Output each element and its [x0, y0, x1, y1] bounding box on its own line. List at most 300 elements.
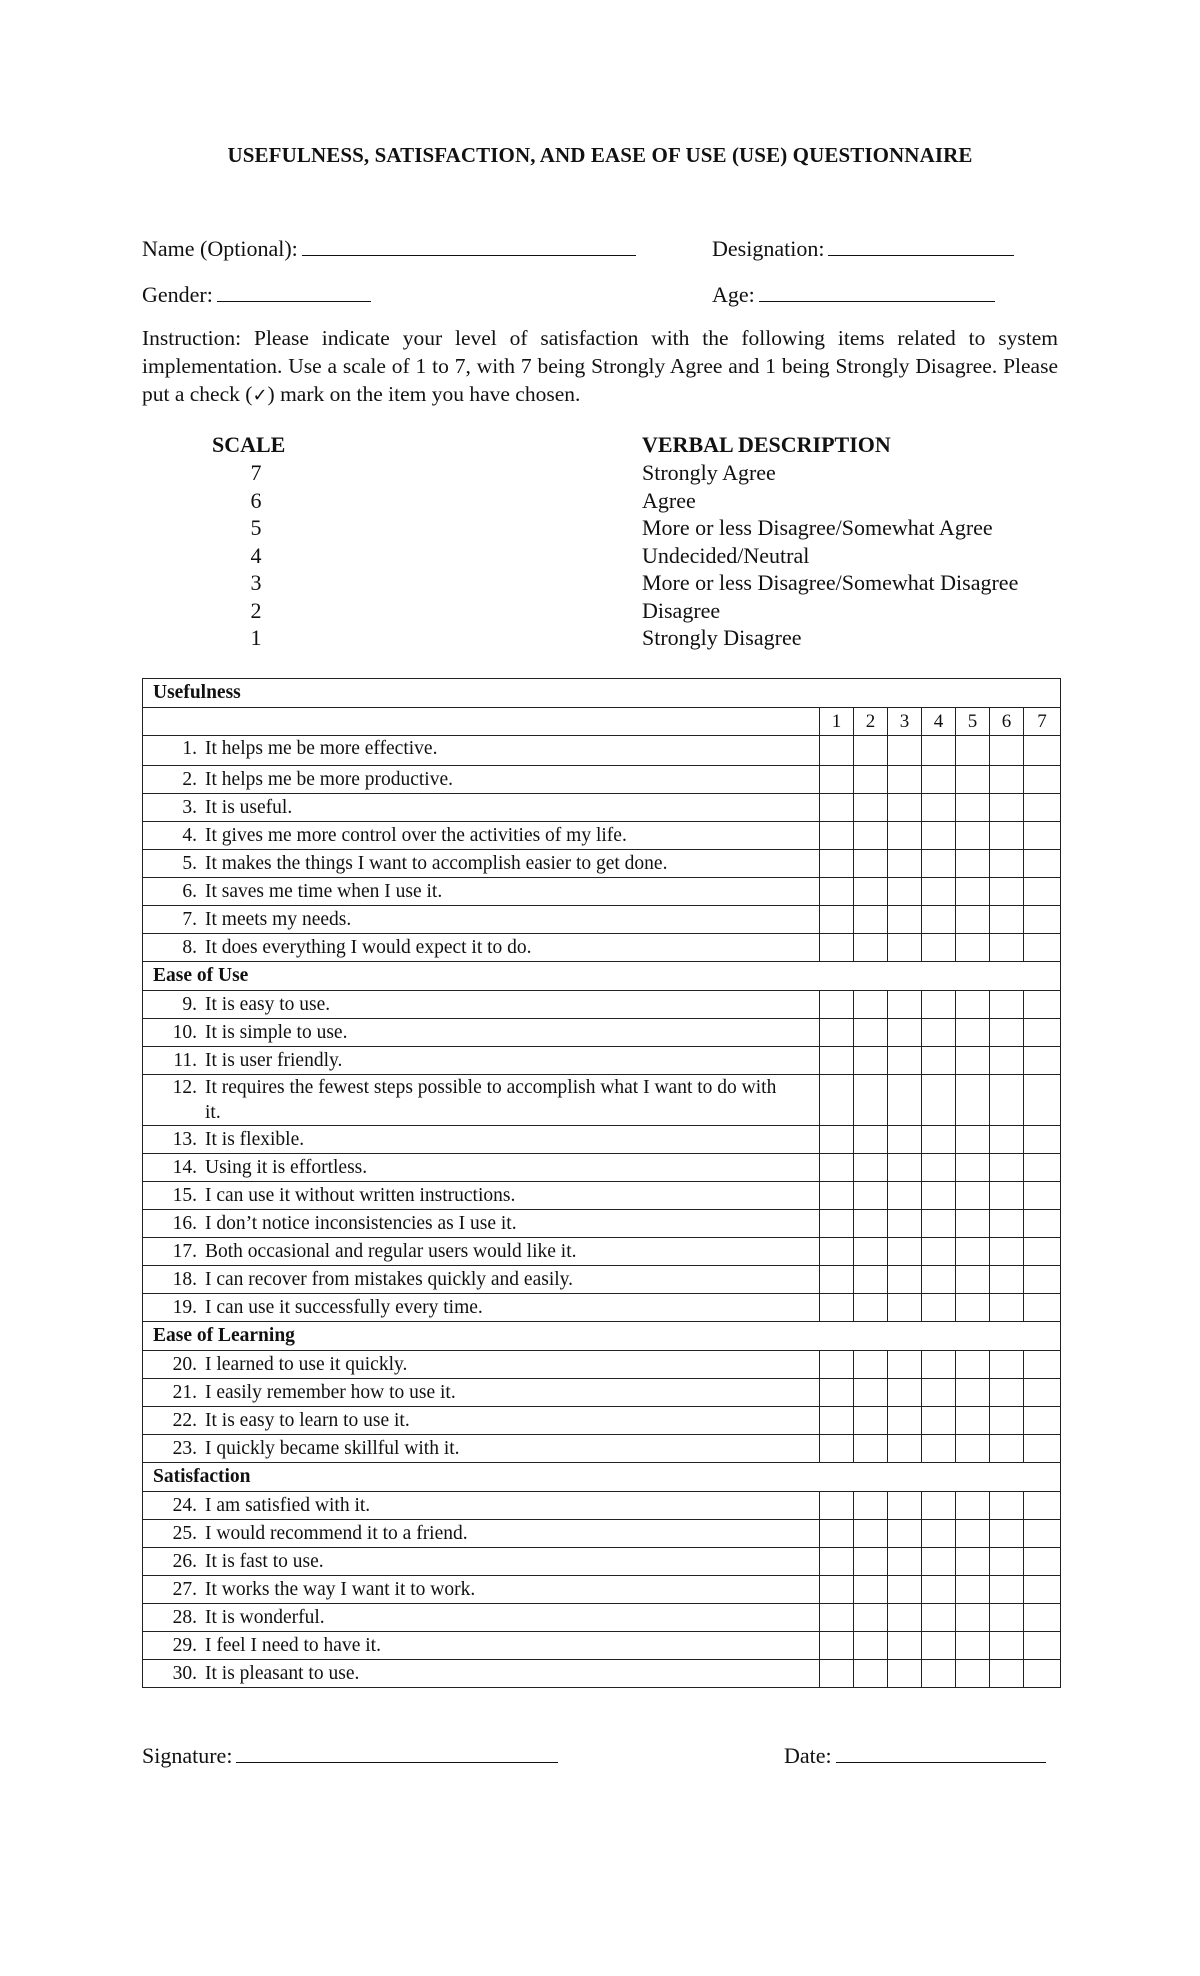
rating-checkbox[interactable]	[956, 878, 990, 906]
question-number: 3.	[182, 796, 197, 818]
rating-checkbox[interactable]	[854, 1548, 888, 1576]
rating-checkbox[interactable]	[1024, 906, 1061, 934]
rating-checkbox[interactable]	[956, 906, 990, 934]
rating-checkbox[interactable]	[854, 766, 888, 794]
gender-input-line[interactable]	[217, 281, 371, 302]
rating-checkbox[interactable]	[854, 1492, 888, 1520]
question-number: 12.	[172, 1077, 197, 1098]
rating-checkbox[interactable]	[854, 878, 888, 906]
rating-checkbox[interactable]	[1024, 850, 1061, 878]
rating-checkbox[interactable]	[820, 1632, 854, 1660]
rating-checkbox[interactable]	[922, 1075, 956, 1126]
rating-checkbox[interactable]	[854, 1047, 888, 1075]
rating-checkbox[interactable]	[1024, 1238, 1061, 1266]
question-number: 22.	[172, 1409, 197, 1431]
question-text: I don’t notice inconsistencies as I use it.	[205, 1212, 517, 1234]
rating-checkbox[interactable]	[820, 794, 854, 822]
rating-checkbox[interactable]	[854, 794, 888, 822]
rating-checkbox[interactable]	[990, 906, 1024, 934]
check-mark-icon: ✓	[252, 385, 268, 406]
rating-checkbox[interactable]	[990, 1075, 1024, 1126]
rating-checkbox[interactable]	[990, 1126, 1024, 1154]
rating-checkbox[interactable]	[922, 736, 956, 766]
rating-checkbox[interactable]	[854, 850, 888, 878]
rating-checkbox[interactable]	[922, 1210, 956, 1238]
rating-checkbox[interactable]	[854, 1351, 888, 1379]
rating-checkbox[interactable]	[922, 991, 956, 1019]
rating-checkbox[interactable]	[922, 1604, 956, 1632]
scale-value: 7	[250, 460, 262, 485]
question-row	[143, 1604, 1061, 1632]
rating-checkbox[interactable]	[956, 1435, 990, 1463]
rating-checkbox[interactable]	[1024, 1266, 1061, 1294]
rating-checkbox[interactable]	[1024, 1520, 1061, 1548]
rating-checkbox[interactable]	[990, 794, 1024, 822]
gender-field[interactable]	[142, 281, 371, 308]
rating-checkbox[interactable]	[1024, 1492, 1061, 1520]
rating-checkbox[interactable]	[956, 1126, 990, 1154]
rating-checkbox[interactable]	[922, 766, 956, 794]
question-cell	[143, 1632, 820, 1660]
question-number: 16.	[172, 1212, 197, 1234]
age-label: Age:	[712, 282, 755, 307]
question-cell	[143, 1604, 820, 1632]
question-number: 15.	[172, 1184, 197, 1206]
question-number: 10.	[172, 1021, 197, 1043]
question-number: 1.	[182, 738, 197, 759]
designation-field[interactable]	[712, 235, 1014, 262]
rating-checkbox[interactable]	[922, 1019, 956, 1047]
rating-checkbox[interactable]	[820, 1660, 854, 1688]
rating-checkbox[interactable]	[820, 1379, 854, 1407]
scale-heading: SCALE	[212, 432, 286, 457]
rating-checkbox[interactable]	[990, 1548, 1024, 1576]
rating-checkbox[interactable]	[854, 1604, 888, 1632]
age-field[interactable]	[712, 281, 995, 308]
rating-checkbox[interactable]	[888, 1126, 922, 1154]
rating-checkbox[interactable]	[1024, 794, 1061, 822]
rating-checkbox[interactable]	[1024, 934, 1061, 962]
rating-checkbox[interactable]	[956, 1604, 990, 1632]
question-row	[143, 1182, 1061, 1210]
rating-checkbox[interactable]	[922, 1047, 956, 1075]
rating-checkbox[interactable]	[922, 906, 956, 934]
rating-checkbox[interactable]	[1024, 736, 1061, 766]
signature-field[interactable]	[142, 1742, 558, 1769]
rating-checkbox[interactable]	[922, 1182, 956, 1210]
question-row	[143, 1210, 1061, 1238]
rating-checkbox[interactable]	[854, 1075, 888, 1126]
question-cell	[143, 934, 820, 962]
rating-checkbox[interactable]	[888, 1660, 922, 1688]
rating-checkbox[interactable]	[888, 1435, 922, 1463]
rating-checkbox[interactable]	[1024, 1435, 1061, 1463]
rating-checkbox[interactable]	[922, 850, 956, 878]
rating-checkbox[interactable]	[956, 1047, 990, 1075]
question-number: 26.	[172, 1550, 197, 1572]
rating-checkbox[interactable]	[956, 1379, 990, 1407]
rating-checkbox[interactable]	[888, 878, 922, 906]
rating-checkbox[interactable]	[990, 822, 1024, 850]
rating-checkbox[interactable]	[956, 1520, 990, 1548]
rating-checkbox[interactable]	[888, 1492, 922, 1520]
question-cell	[143, 1210, 820, 1238]
question-row	[143, 1520, 1061, 1548]
question-number: 6.	[182, 880, 197, 902]
rating-checkbox[interactable]	[990, 1660, 1024, 1688]
rating-checkbox[interactable]	[922, 1238, 956, 1266]
date-label: Date:	[784, 1743, 832, 1768]
rating-checkbox[interactable]	[956, 1492, 990, 1520]
rating-checkbox[interactable]	[820, 1548, 854, 1576]
question-text: It is easy to learn to use it.	[205, 1409, 410, 1431]
rating-checkbox[interactable]	[854, 822, 888, 850]
rating-checkbox[interactable]	[820, 736, 854, 766]
question-cell	[143, 1548, 820, 1576]
question-row	[143, 1154, 1061, 1182]
section-row	[143, 1322, 1061, 1351]
question-cell	[143, 822, 820, 850]
question-row	[143, 1576, 1061, 1604]
rating-checkbox[interactable]	[888, 1238, 922, 1266]
question-number: 24.	[172, 1494, 197, 1516]
rating-checkbox[interactable]	[922, 1576, 956, 1604]
rating-checkbox[interactable]	[888, 1294, 922, 1322]
rating-checkbox[interactable]	[820, 1520, 854, 1548]
rating-checkbox[interactable]	[956, 1154, 990, 1182]
rating-checkbox[interactable]	[1024, 1576, 1061, 1604]
rating-checkbox[interactable]	[990, 850, 1024, 878]
rating-checkbox[interactable]	[820, 1294, 854, 1322]
rating-checkbox[interactable]	[820, 1238, 854, 1266]
rating-checkbox[interactable]	[888, 906, 922, 934]
rating-checkbox[interactable]	[820, 822, 854, 850]
rating-checkbox[interactable]	[820, 1182, 854, 1210]
rating-checkbox[interactable]	[1024, 1351, 1061, 1379]
rating-checkbox[interactable]	[820, 1492, 854, 1520]
rating-checkbox[interactable]	[990, 1238, 1024, 1266]
rating-checkbox[interactable]	[956, 850, 990, 878]
rating-checkbox[interactable]	[1024, 991, 1061, 1019]
question-number: 8.	[182, 936, 197, 958]
rating-checkbox[interactable]	[1024, 1660, 1061, 1688]
section-heading: Ease of Learning	[143, 1322, 1061, 1351]
rating-checkbox[interactable]	[956, 1351, 990, 1379]
rating-column-header: 2	[854, 708, 888, 736]
rating-checkbox[interactable]	[854, 1266, 888, 1294]
rating-checkbox[interactable]	[922, 1154, 956, 1182]
rating-checkbox[interactable]	[922, 1660, 956, 1688]
rating-checkbox[interactable]	[922, 878, 956, 906]
rating-column-header: 5	[956, 708, 990, 736]
section-heading: Satisfaction	[143, 1463, 1061, 1492]
rating-checkbox[interactable]	[1024, 822, 1061, 850]
rating-checkbox[interactable]	[854, 736, 888, 766]
rating-checkbox[interactable]	[888, 1604, 922, 1632]
rating-checkbox[interactable]	[854, 906, 888, 934]
question-row	[143, 1238, 1061, 1266]
rating-checkbox[interactable]	[888, 1210, 922, 1238]
rating-checkbox[interactable]	[956, 1548, 990, 1576]
rating-checkbox[interactable]	[1024, 1407, 1061, 1435]
question-row	[143, 991, 1061, 1019]
date-field[interactable]	[784, 1742, 1046, 1769]
scale-description: Agree	[642, 487, 696, 513]
rating-checkbox[interactable]	[888, 991, 922, 1019]
rating-checkbox[interactable]	[1024, 1379, 1061, 1407]
question-row	[143, 1047, 1061, 1075]
question-row	[143, 1075, 1061, 1126]
rating-checkbox[interactable]	[854, 1154, 888, 1182]
rating-checkbox[interactable]	[922, 1294, 956, 1322]
rating-checkbox[interactable]	[820, 1047, 854, 1075]
rating-checkbox[interactable]	[990, 1407, 1024, 1435]
rating-checkbox[interactable]	[888, 1548, 922, 1576]
question-text: I easily remember how to use it.	[205, 1381, 456, 1403]
rating-checkbox[interactable]	[990, 934, 1024, 962]
rating-checkbox[interactable]	[990, 1520, 1024, 1548]
question-cell	[143, 1238, 820, 1266]
question-text: It is easy to use.	[205, 993, 331, 1015]
rating-checkbox[interactable]	[888, 1379, 922, 1407]
section-row	[143, 962, 1061, 991]
rating-checkbox[interactable]	[854, 1407, 888, 1435]
rating-checkbox[interactable]	[888, 1520, 922, 1548]
rating-checkbox[interactable]	[888, 822, 922, 850]
signature-input-line[interactable]	[236, 1742, 558, 1763]
instruction-part-1: Instruction: Please indicate your level of satisfaction with the following items related to system implementation. Use a scale of 1 to 7, with 7 being Strongly Agree and 1 being Strongly Disagree. Please put a check (	[142, 326, 1058, 406]
rating-checkbox[interactable]	[854, 991, 888, 1019]
rating-checkbox[interactable]	[854, 1210, 888, 1238]
section-row	[143, 679, 1061, 708]
rating-checkbox[interactable]	[990, 1604, 1024, 1632]
rating-checkbox[interactable]	[1024, 1210, 1061, 1238]
rating-checkbox[interactable]	[990, 1632, 1024, 1660]
rating-checkbox[interactable]	[820, 1604, 854, 1632]
rating-checkbox[interactable]	[922, 1407, 956, 1435]
rating-checkbox[interactable]	[1024, 1604, 1061, 1632]
rating-checkbox[interactable]	[854, 1238, 888, 1266]
rating-checkbox[interactable]	[990, 736, 1024, 766]
rating-checkbox[interactable]	[922, 1379, 956, 1407]
rating-checkbox[interactable]	[888, 1075, 922, 1126]
rating-checkbox[interactable]	[888, 766, 922, 794]
rating-checkbox[interactable]	[820, 1210, 854, 1238]
question-number: 4.	[182, 824, 197, 846]
question-number: 7.	[182, 908, 197, 930]
rating-checkbox[interactable]	[956, 1576, 990, 1604]
rating-checkbox[interactable]	[888, 934, 922, 962]
scale-description: Undecided/Neutral	[642, 542, 810, 568]
rating-checkbox[interactable]	[820, 878, 854, 906]
question-row	[143, 1660, 1061, 1688]
question-number: 20.	[172, 1353, 197, 1375]
rating-checkbox[interactable]	[820, 1576, 854, 1604]
rating-checkbox[interactable]	[1024, 1047, 1061, 1075]
rating-checkbox[interactable]	[820, 906, 854, 934]
question-row	[143, 1126, 1061, 1154]
rating-checkbox[interactable]	[956, 736, 990, 766]
name-field[interactable]	[142, 235, 636, 262]
question-number: 28.	[172, 1606, 197, 1628]
question-text: I would recommend it to a friend.	[205, 1522, 468, 1544]
question-number: 5.	[182, 852, 197, 874]
rating-checkbox[interactable]	[888, 1351, 922, 1379]
rating-checkbox[interactable]	[922, 1632, 956, 1660]
gender-label: Gender:	[142, 282, 213, 307]
rating-checkbox[interactable]	[1024, 1294, 1061, 1322]
rating-checkbox[interactable]	[922, 1548, 956, 1576]
rating-checkbox[interactable]	[854, 1019, 888, 1047]
rating-checkbox[interactable]	[990, 1047, 1024, 1075]
rating-checkbox[interactable]	[888, 1047, 922, 1075]
rating-checkbox[interactable]	[922, 1520, 956, 1548]
age-input-line[interactable]	[759, 281, 995, 302]
rating-checkbox[interactable]	[990, 766, 1024, 794]
rating-checkbox[interactable]	[956, 1238, 990, 1266]
question-number: 21.	[172, 1381, 197, 1403]
rating-checkbox[interactable]	[888, 1407, 922, 1435]
question-cell	[143, 1660, 820, 1688]
rating-checkbox[interactable]	[956, 766, 990, 794]
rating-checkbox[interactable]	[990, 1492, 1024, 1520]
name-input-line[interactable]	[302, 235, 636, 256]
rating-checkbox[interactable]	[1024, 1632, 1061, 1660]
section-heading: Usefulness	[143, 679, 1061, 708]
rating-checkbox[interactable]	[922, 1126, 956, 1154]
rating-checkbox[interactable]	[990, 878, 1024, 906]
rating-checkbox[interactable]	[990, 1435, 1024, 1463]
question-text: It is simple to use.	[205, 1021, 348, 1043]
rating-checkbox[interactable]	[1024, 1075, 1061, 1126]
rating-checkbox[interactable]	[888, 1632, 922, 1660]
rating-checkbox[interactable]	[888, 794, 922, 822]
rating-checkbox[interactable]	[922, 1266, 956, 1294]
rating-column-header: 6	[990, 708, 1024, 736]
date-input-line[interactable]	[836, 1742, 1046, 1763]
rating-checkbox[interactable]	[820, 1407, 854, 1435]
rating-checkbox[interactable]	[990, 1266, 1024, 1294]
rating-checkbox[interactable]	[888, 1182, 922, 1210]
rating-checkbox[interactable]	[990, 1351, 1024, 1379]
rating-checkbox[interactable]	[820, 1126, 854, 1154]
question-row	[143, 850, 1061, 878]
rating-checkbox[interactable]	[820, 1266, 854, 1294]
rating-checkbox[interactable]	[990, 1576, 1024, 1604]
rating-checkbox[interactable]	[922, 794, 956, 822]
rating-checkbox[interactable]	[956, 1266, 990, 1294]
rating-checkbox[interactable]	[854, 1435, 888, 1463]
rating-checkbox[interactable]	[854, 1182, 888, 1210]
question-row	[143, 1266, 1061, 1294]
rating-checkbox[interactable]	[956, 1210, 990, 1238]
question-row	[143, 822, 1061, 850]
question-row	[143, 1548, 1061, 1576]
rating-checkbox[interactable]	[820, 850, 854, 878]
rating-checkbox[interactable]	[820, 1019, 854, 1047]
question-text: Both occasional and regular users would like it.	[205, 1240, 577, 1262]
rating-checkbox[interactable]	[854, 1379, 888, 1407]
rating-checkbox[interactable]	[956, 794, 990, 822]
rating-checkbox[interactable]	[956, 934, 990, 962]
rating-checkbox[interactable]	[820, 1351, 854, 1379]
rating-checkbox[interactable]	[820, 1154, 854, 1182]
rating-checkbox[interactable]	[820, 934, 854, 962]
rating-checkbox[interactable]	[922, 1435, 956, 1463]
rating-checkbox[interactable]	[956, 1294, 990, 1322]
question-row	[143, 906, 1061, 934]
rating-checkbox[interactable]	[922, 822, 956, 850]
rating-checkbox[interactable]	[956, 822, 990, 850]
rating-checkbox[interactable]	[820, 1075, 854, 1126]
question-text: I can recover from mistakes quickly and easily.	[205, 1268, 574, 1290]
rating-checkbox[interactable]	[854, 1294, 888, 1322]
rating-checkbox[interactable]	[922, 1351, 956, 1379]
scale-description: More or less Disagree/Somewhat Disagree	[642, 570, 1019, 595]
rating-checkbox[interactable]	[1024, 1126, 1061, 1154]
rating-checkbox[interactable]	[820, 991, 854, 1019]
rating-checkbox[interactable]	[1024, 1548, 1061, 1576]
scale-description: Strongly Agree	[642, 460, 776, 485]
instruction-text	[142, 324, 1058, 410]
rating-checkbox[interactable]	[990, 1019, 1024, 1047]
question-row	[143, 766, 1061, 794]
rating-checkbox[interactable]	[956, 1407, 990, 1435]
rating-checkbox[interactable]	[990, 1294, 1024, 1322]
rating-checkbox[interactable]	[1024, 1019, 1061, 1047]
rating-checkbox[interactable]	[990, 1182, 1024, 1210]
rating-checkbox[interactable]	[854, 1660, 888, 1688]
rating-checkbox[interactable]	[956, 991, 990, 1019]
rating-checkbox[interactable]	[956, 1660, 990, 1688]
rating-checkbox[interactable]	[854, 1520, 888, 1548]
rating-checkbox[interactable]	[888, 1154, 922, 1182]
rating-checkbox[interactable]	[956, 1632, 990, 1660]
rating-checkbox[interactable]	[1024, 1182, 1061, 1210]
rating-checkbox[interactable]	[888, 1019, 922, 1047]
question-text: I feel I need to have it.	[205, 1634, 381, 1656]
rating-checkbox[interactable]	[990, 1154, 1024, 1182]
question-number: 19.	[172, 1296, 197, 1318]
rating-checkbox[interactable]	[854, 1632, 888, 1660]
rating-header-row	[143, 708, 1061, 736]
rating-checkbox[interactable]	[922, 934, 956, 962]
rating-checkbox[interactable]	[922, 1492, 956, 1520]
rating-checkbox[interactable]	[888, 736, 922, 766]
question-cell	[143, 878, 820, 906]
rating-checkbox[interactable]	[990, 991, 1024, 1019]
rating-checkbox[interactable]	[990, 1379, 1024, 1407]
rating-checkbox[interactable]	[888, 850, 922, 878]
rating-checkbox[interactable]	[820, 1435, 854, 1463]
rating-checkbox[interactable]	[888, 1576, 922, 1604]
rating-checkbox[interactable]	[854, 1126, 888, 1154]
rating-checkbox[interactable]	[956, 1075, 990, 1126]
rating-checkbox[interactable]	[1024, 878, 1061, 906]
question-number: 2.	[182, 768, 197, 790]
rating-checkbox[interactable]	[820, 766, 854, 794]
rating-checkbox[interactable]	[854, 934, 888, 962]
rating-checkbox[interactable]	[888, 1266, 922, 1294]
rating-checkbox[interactable]	[956, 1019, 990, 1047]
rating-checkbox[interactable]	[990, 1210, 1024, 1238]
question-cell	[143, 1379, 820, 1407]
designation-input-line[interactable]	[828, 235, 1014, 256]
rating-checkbox[interactable]	[956, 1182, 990, 1210]
rating-checkbox[interactable]	[854, 1576, 888, 1604]
rating-checkbox[interactable]	[1024, 766, 1061, 794]
rating-checkbox[interactable]	[1024, 1154, 1061, 1182]
